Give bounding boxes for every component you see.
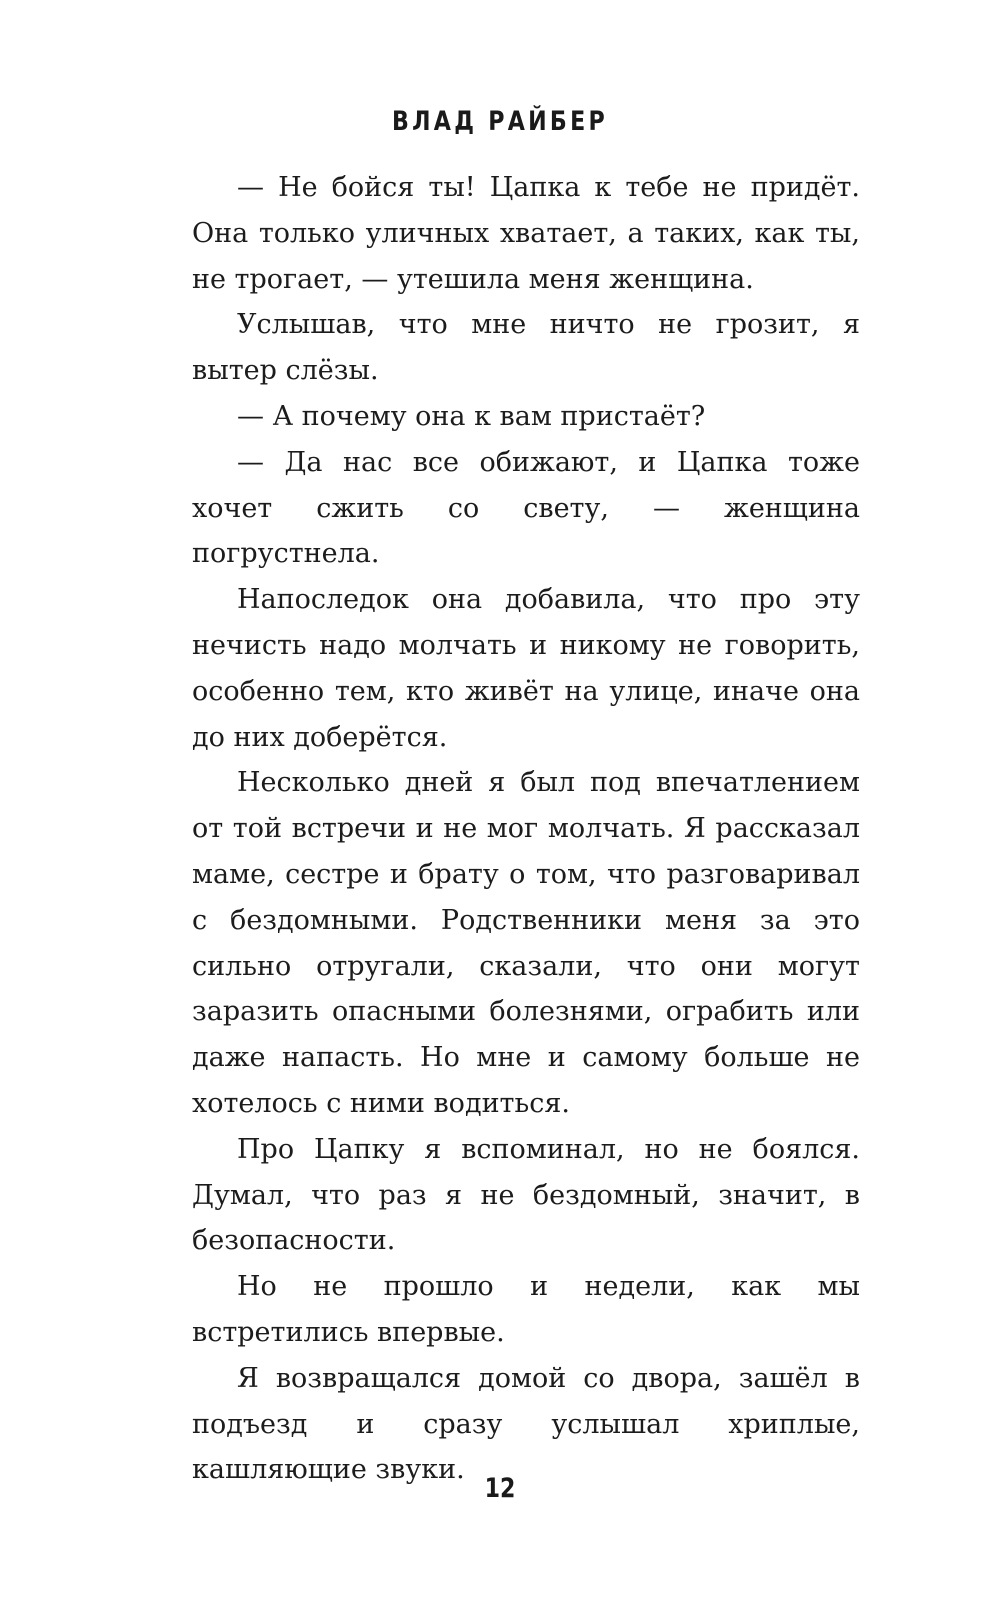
paragraph: Услышав, что мне ничто не грозит, я вытер слёзы. <box>192 309 860 387</box>
paragraph: Про Цапку я вспоминал, но не боялся. Думал, что раз я не бездомный, значит, в безопасности. <box>192 1133 860 1257</box>
page-number: 12 <box>484 1473 516 1504</box>
paragraph: Я возвращался домой со двора, зашёл в подъезд и сразу услышал хриплые, кашляющие звуки. <box>192 1362 860 1486</box>
paragraph: — Не бойся ты! Цапка к тебе не придёт. Она только уличных хватает, а таких, как ты, не трогает, — утешила меня женщина. <box>192 172 860 295</box>
body-text <box>192 165 860 1493</box>
paragraph: Несколько дней я был под впечатлением от той встречи и не мог молчать. Я рассказал маме, сестре и брату о том, что разговаривал с бездомными. Родственники меня за это сильно отругали, сказали, что они могут заразить опасными болезнями, ограбить или даже напасть. Но мне и самому больше не хотелось с ними водиться. <box>192 767 860 1119</box>
paragraph: — Да нас все обижают, и Цапка тоже хочет сжить со свету, — женщина погрустнела. <box>192 446 860 570</box>
running-head-author: ВЛАД РАЙБЕР <box>391 106 609 137</box>
paragraph: — А почему она к вам пристаёт? <box>237 400 706 432</box>
paragraph: Но не прошло и недели, как мы встретились впервые. <box>192 1271 860 1348</box>
paragraph: Напоследок она добавила, что про эту нечисть надо молчать и никому не говорить, особенно тем, кто живёт на улице, иначе она до них доберётся. <box>192 584 860 753</box>
